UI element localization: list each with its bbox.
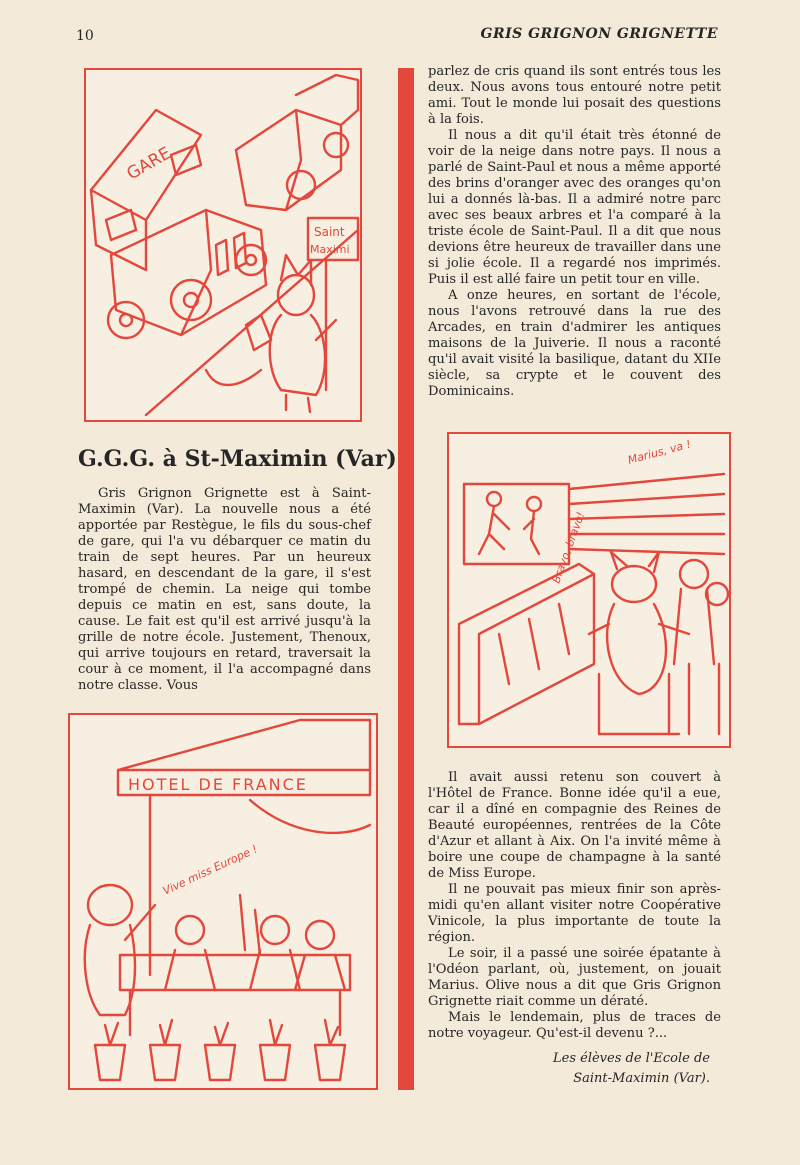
right-column-bottom-text: [428, 770, 721, 1042]
right-paragraph-5: Il ne pouvait pas mieux finir son après-midi qu'en allant visiter notre Coopérative Vinicole, la plus importante de toute la région.: [428, 882, 721, 945]
sign-maximin: Maximi: [310, 243, 350, 256]
right-paragraph-4: Il avait aussi retenu son couvert à l'Hôtel de France. Bonne idée qu'il a eue, car il a dîné en compagnie des Reines de Beauté européennes, rentrées de la Côte d'Azur et allant à Aix. On l'a invité même à boire une coupe de champagne à la santé de Miss Europe.: [428, 770, 721, 881]
signature-line-2: Saint-Maximin (Var).: [573, 1071, 710, 1086]
left-column-text: [78, 486, 371, 694]
caption-marius: Marius, va !: [626, 437, 693, 467]
signature-line-1: Les élèves de l'Ecole de: [553, 1051, 710, 1066]
page-number: 10: [76, 28, 94, 44]
hotel-sign: HOTEL DE FRANCE: [128, 775, 308, 794]
article-title: G.G.G. à St-Maximin (Var): [78, 446, 397, 472]
signature: [460, 1049, 710, 1089]
red-column-divider: [398, 68, 414, 1090]
right-paragraph-1: parlez de cris quand ils sont entrés tous les deux. Nous avons tous entouré notre petit ami. Tout le monde lui posait des questions à la fois.: [428, 64, 721, 127]
hotel-caption: Vive miss Europe !: [160, 842, 260, 898]
station-illustration: [84, 68, 362, 422]
right-paragraph-6: Le soir, il a passé une soirée épatante à l'Odéon parlant, où, justement, on jouait Marius. Olive nous a dit que Gris Grignon Grignette riait comme un dératé.: [428, 946, 721, 1009]
classroom-illustration: [447, 432, 731, 748]
running-head: GRIS GRIGNON GRIGNETTE: [480, 26, 718, 42]
gare-sign: GARE: [123, 143, 175, 185]
right-paragraph-2: Il nous a dit qu'il était très étonné de voir de la neige dans notre pays. Il nous a parlé de Saint-Paul et nous a même apporté des brins d'oranger avec des oranges qu'on lui a donnés là-bas. Il a admiré notre parc avec ses beaux arbres et l'a comparé à la triste école de Saint-Paul. Il a dit que nous devions être heureux de travailler dans une si jolie école. Il a regardé nos imprimés. Puis il est allé faire un petit tour en ville.: [428, 128, 721, 287]
right-paragraph-7: Mais le lendemain, plus de traces de notre voyageur. Qu'est-il devenu ?...: [428, 1010, 721, 1041]
hotel-illustration: [68, 713, 378, 1090]
left-paragraph: Gris Grignon Grignette est à Saint-Maximin (Var). La nouvelle nous a été apportée par Restègue, le fils du sous-chef de gare, qui l'a vu débarquer ce matin du train de sept heures. Par un heureux hasard, en descendant de la gare, il s'est trompé de chemin. La neige qui tombe depuis ce matin en est, sans doute, la cause. Le fait est qu'il est arrivé jusqu'à la grille de notre école. Justement, Thenoux, qui arrive toujours en retard, traversait la cour à ce moment, il l'a accompagné dans notre classe. Vous: [78, 486, 371, 693]
caption-bravo: Bravo, bravo!: [549, 510, 588, 586]
right-column-top-text: [428, 64, 721, 400]
sign-saint: Saint: [314, 225, 345, 239]
right-paragraph-3: A onze heures, en sortant de l'école, nous l'avons retrouvé dans la rue des Arcades, en train d'admirer les antiques maisons de la Juiverie. Il nous a raconté qu'il avait visité la basilique, datant du XIIe siècle, sa crypte et le couvent des Dominicains.: [428, 288, 721, 399]
